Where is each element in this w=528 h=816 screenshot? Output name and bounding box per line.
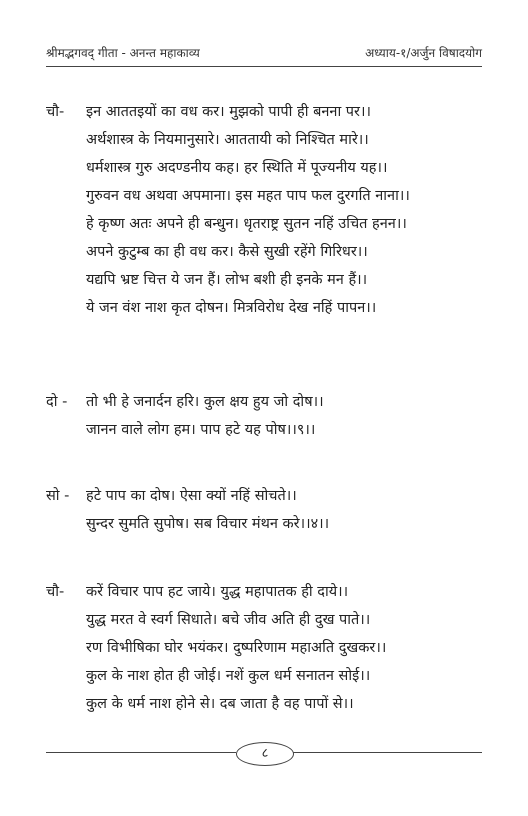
verse-text: गुरुवन वध अथवा अपमाना। इस महत पाप फल दुरगति नाना।।: [86, 188, 410, 204]
verse-text: धर्मशास्त्र गुरु अदण्डनीय कह। हर स्थिति में पूज्यनीय यह।।: [86, 160, 388, 176]
verse-line: [46, 690, 486, 718]
verse-section-chaupai-1: [46, 98, 486, 322]
verse-text: युद्ध मरत वे स्वर्ग सिधाते। बचे जीव अति ही दुख पाते।।: [86, 612, 371, 628]
verse-text: करें विचार पाप हट जाये। युद्ध महापातक ही दाये।।: [86, 584, 349, 600]
verse-text: तो भी हे जनार्दन हरि। कुल क्षय हुय जो दोष।।: [86, 394, 324, 410]
verse-line: [46, 388, 486, 416]
verse-line: [46, 510, 486, 538]
verse-line: [46, 482, 486, 510]
verse-line: [46, 210, 486, 238]
verse-line: [46, 606, 486, 634]
verse-text: ये जन वंश नाश कृत दोषन। मित्रविरोध देख नहिं पापन।।: [86, 300, 377, 316]
verse-text: कुल के धर्म नाश होने से। दब जाता है वह पापों से।।: [86, 696, 354, 712]
verse-type-marker: चौ-: [46, 584, 65, 600]
verse-section-soratha: [46, 482, 486, 538]
verse-text: अपने कुटुम्ब का ही वध कर। कैसे सुखी रहेंगे गिरिधर।।: [86, 244, 368, 260]
verse-section-chaupai-2: [46, 578, 486, 718]
verse-line: [46, 154, 486, 182]
footer-divider-right: [292, 752, 482, 753]
header-divider: [46, 66, 482, 67]
page-header: [46, 44, 482, 64]
verse-line: [46, 634, 486, 662]
verse-type-marker: चौ-: [46, 104, 65, 120]
verse-text: जानन वाले लोग हम। पाप हटे यह पोष।।९।।: [86, 422, 316, 438]
verse-line: [46, 662, 486, 690]
verse-type-marker: दो -: [46, 394, 68, 410]
page-number: ८: [236, 742, 294, 766]
verse-line: [46, 416, 486, 444]
verse-line: [46, 98, 486, 126]
verse-text: सुन्दर सुमति सुपोष। सब विचार मंथन करे।।४।।: [86, 516, 330, 532]
verse-line: [46, 126, 486, 154]
verse-line: [46, 266, 486, 294]
verse-text: अर्थशास्त्र के नियमानुसारे। आततायी को निश्चित मारे।।: [86, 132, 369, 148]
verse-line: [46, 294, 486, 322]
verse-text: यद्यपि भ्रष्ट चित्त ये जन हैं। लोभ बशी ही इनके मन हैं।।: [86, 272, 368, 288]
verse-line: [46, 238, 486, 266]
verse-text: हटे पाप का दोष। ऐसा क्यों नहिं सोचते।।: [86, 488, 297, 504]
verse-type-marker: सो -: [46, 488, 70, 504]
verse-line: [46, 182, 486, 210]
verse-section-doha: [46, 388, 486, 444]
book-title: श्रीमद्भगवद् गीता - अनन्त महाकाव्य: [46, 46, 200, 60]
chapter-title: अध्याय-१/अर्जुन विषादयोग: [365, 46, 482, 60]
verse-text: कुल के नाश होत ही जोई। नशें कुल धर्म सनातन सोई।।: [86, 668, 371, 684]
verse-text: रण विभीषिका घोर भयंकर। दुष्परिणाम महाअति दुखकर।।: [86, 640, 387, 656]
verse-line: [46, 578, 486, 606]
verse-text: हे कृष्ण अतः अपने ही बन्धुन। धृतराष्ट्र सुतन नहिं उचित हनन।।: [86, 216, 407, 232]
footer-divider-left: [46, 752, 236, 753]
verse-text: इन आततइयों का वध कर। मुझको पापी ही बनना पर।।: [86, 104, 371, 120]
